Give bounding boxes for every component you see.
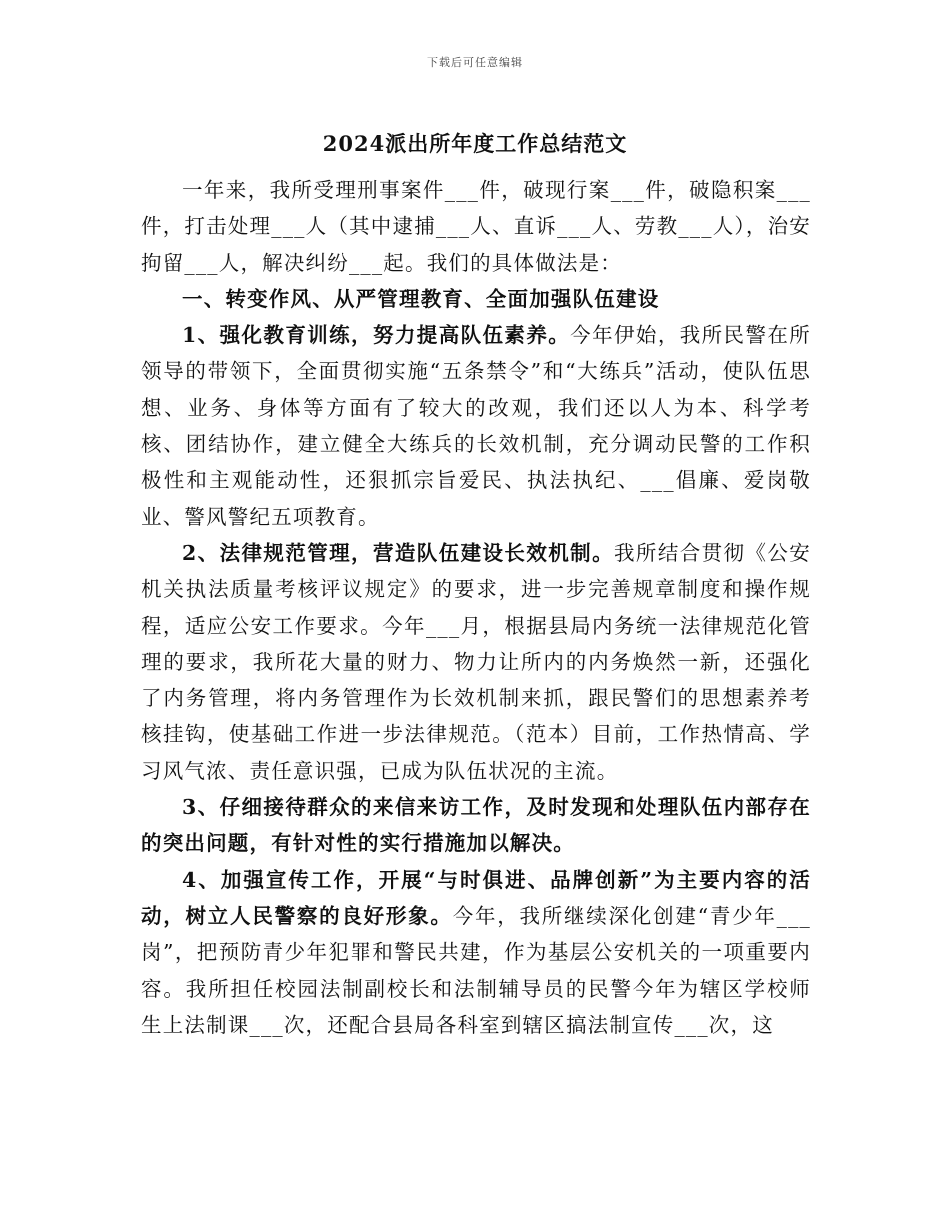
document-title: 2024派出所年度工作总结范文 <box>322 131 628 156</box>
header-note: 下载后可任意编辑 <box>427 56 523 69</box>
paragraph-item-2 <box>141 535 811 789</box>
paragraph-item-3 <box>141 789 811 862</box>
document-body <box>141 172 811 1043</box>
paragraph-text: 一年来，我所受理刑事案件___件，破现行案___件，破隐积案___件，打击处理___人（其中逮捕___人、直诉___人、劳教___人），治安拘留___人，解决纠纷___起。我们的具体做法是： <box>141 178 811 275</box>
paragraph-intro <box>141 172 811 281</box>
paragraph-lead: 3、仔细接待群众的来信来访工作，及时发现和处理队伍内部存在的突出问题，有针对性的实行措施加以解决。 <box>141 795 811 856</box>
section-heading-1: 一、转变作风、从严管理教育、全面加强队伍建设 <box>182 286 660 311</box>
paragraph-item-1 <box>141 317 811 535</box>
paragraph-text: 今年伊始，我所民警在所领导的带领下，全面贯彻实施“五条禁令”和“大练兵”活动，使队伍思想、业务、身体等方面有了较大的改观，我们还以人为本、科学考核、团结协作，建立健全大练兵的长效机制，充分调动民警的工作积极性和主观能动性，还狠抓宗旨爱民、执法执纪、___倡廉、爱岗敬业、警风警纪五项教育。 <box>141 323 811 529</box>
paragraph-item-4 <box>141 862 811 1043</box>
paragraph-lead: 4、加强宣传工作，开展“与时俱进、品牌创新”为主要内容的活动，树立人民警察的良好形象。 <box>141 867 811 928</box>
paragraph-lead: 1、强化教育训练，努力提高队伍素养。 <box>182 323 571 348</box>
paragraph-text: 我所结合贯彻《公安机关执法质量考核评议规定》的要求，进一步完善规章制度和操作规程，适应公安工作要求。今年___月，根据县局内务统一法律规范化管理的要求，我所花大量的财力、物力让所内的内务焕然一新，还强化了内务管理，将内务管理作为长效机制来抓，跟民警们的思想素养考核挂钩，使基础工作进一步法律规范。（范本）目前，工作热情高、学习风气浓、责任意识强，已成为队伍状况的主流。 <box>141 540 811 783</box>
paragraph-lead: 2、法律规范管理，营造队伍建设长效机制。 <box>182 540 614 565</box>
paragraph-text: 今年，我所继续深化创建“青少年___岗”，把预防青少年犯罪和警民共建，作为基层公安机关的一项重要内容。我所担任校园法制副校长和法制辅导员的民警今年为辖区学校师生上法制课___次，还配合县局各科室到辖区搞法制宣传___次，这 <box>141 903 811 1037</box>
